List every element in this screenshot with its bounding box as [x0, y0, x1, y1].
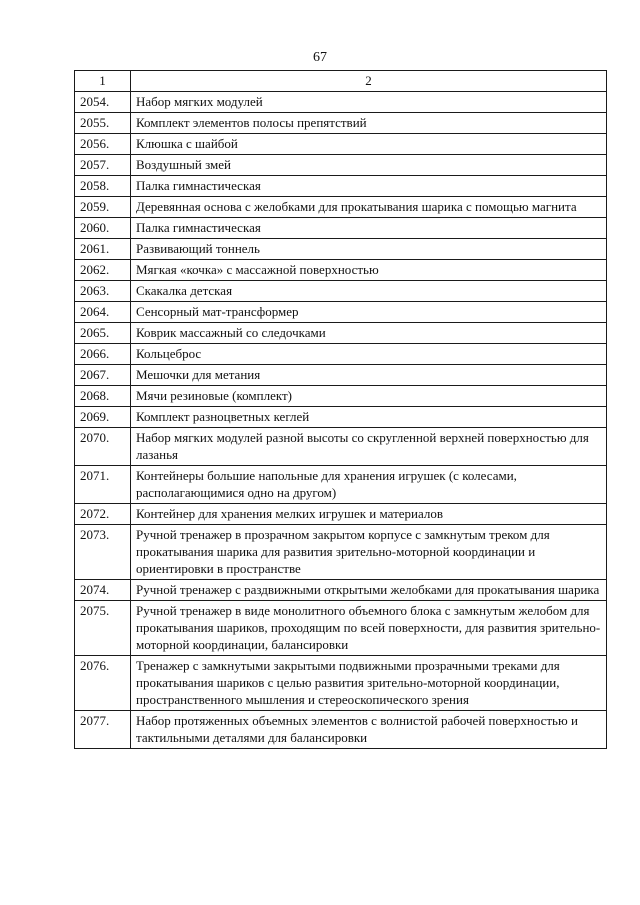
row-item-name: Набор мягких модулей разной высоты со скругленной верхней поверхностью для лазанья [131, 428, 607, 466]
table-row [75, 197, 607, 218]
row-number: 2073. [75, 525, 131, 580]
table-row [75, 302, 607, 323]
row-number: 2063. [75, 281, 131, 302]
row-number: 2064. [75, 302, 131, 323]
page-number: 67 [313, 50, 327, 65]
row-item-name: Комплект разноцветных кеглей [131, 407, 607, 428]
row-number: 2070. [75, 428, 131, 466]
table-row [75, 155, 607, 176]
row-number: 2056. [75, 134, 131, 155]
row-item-name: Контейнер для хранения мелких игрушек и материалов [131, 504, 607, 525]
row-item-name: Ручной тренажер с раздвижными открытыми желобками для прокатывания шарика [131, 580, 607, 601]
row-number: 2066. [75, 344, 131, 365]
row-number: 2061. [75, 239, 131, 260]
row-number: 2058. [75, 176, 131, 197]
row-number: 2069. [75, 407, 131, 428]
column-header-number: 1 [75, 71, 131, 92]
row-item-name: Палка гимнастическая [131, 218, 607, 239]
row-number: 2055. [75, 113, 131, 134]
row-item-name: Тренажер с замкнутыми закрытыми подвижными прозрачными треками для прокатывания шариков с целью развития зрительно-моторной координации, пространственного мышления и стереоскопического зрения [131, 656, 607, 711]
table-body [75, 92, 607, 749]
row-number: 2067. [75, 365, 131, 386]
row-number: 2057. [75, 155, 131, 176]
table-row [75, 466, 607, 504]
row-item-name: Коврик массажный со следочками [131, 323, 607, 344]
row-item-name: Палка гимнастическая [131, 176, 607, 197]
row-item-name: Контейнеры большие напольные для хранения игрушек (с колесами, располагающимися одно на другом) [131, 466, 607, 504]
table-row [75, 601, 607, 656]
table-row [75, 365, 607, 386]
table-row [75, 525, 607, 580]
row-item-name: Ручной тренажер в прозрачном закрытом корпусе с замкнутым треком для прокатывания шарика для развития зрительно-моторной координации и ориентировки в пространстве [131, 525, 607, 580]
row-number: 2059. [75, 197, 131, 218]
table-row [75, 281, 607, 302]
row-number: 2068. [75, 386, 131, 407]
table-row [75, 239, 607, 260]
row-item-name: Набор протяженных объемных элементов с волнистой рабочей поверхностью и тактильными деталями для балансировки [131, 711, 607, 749]
table-row [75, 344, 607, 365]
row-item-name: Кольцеброс [131, 344, 607, 365]
row-item-name: Мячи резиновые (комплект) [131, 386, 607, 407]
row-item-name: Клюшка с шайбой [131, 134, 607, 155]
row-number: 2076. [75, 656, 131, 711]
table-row [75, 113, 607, 134]
row-number: 2054. [75, 92, 131, 113]
column-header-name: 2 [131, 71, 607, 92]
row-number: 2060. [75, 218, 131, 239]
table-header-row [75, 71, 607, 92]
table-row [75, 134, 607, 155]
table-row [75, 504, 607, 525]
row-item-name: Развивающий тоннель [131, 239, 607, 260]
table-row [75, 580, 607, 601]
row-item-name: Мешочки для метания [131, 365, 607, 386]
table-row [75, 428, 607, 466]
table-row [75, 656, 607, 711]
table-row [75, 260, 607, 281]
table-row [75, 218, 607, 239]
row-item-name: Воздушный змей [131, 155, 607, 176]
row-item-name: Ручной тренажер в виде монолитного объемного блока с замкнутым желобом для прокатывания шариков, проходящим по всей поверхности, для развития зрительно-моторной координации, балансировки [131, 601, 607, 656]
row-item-name: Деревянная основа с желобками для прокатывания шарика с помощью магнита [131, 197, 607, 218]
table-row [75, 386, 607, 407]
table-row [75, 323, 607, 344]
row-number: 2074. [75, 580, 131, 601]
table-row [75, 711, 607, 749]
row-number: 2072. [75, 504, 131, 525]
row-number: 2071. [75, 466, 131, 504]
table-row [75, 407, 607, 428]
row-number: 2075. [75, 601, 131, 656]
row-item-name: Набор мягких модулей [131, 92, 607, 113]
row-item-name: Мягкая «кочка» с массажной поверхностью [131, 260, 607, 281]
row-number: 2077. [75, 711, 131, 749]
row-item-name: Скакалка детская [131, 281, 607, 302]
table-row [75, 92, 607, 113]
row-item-name: Сенсорный мат-трансформер [131, 302, 607, 323]
row-number: 2062. [75, 260, 131, 281]
table-row [75, 176, 607, 197]
row-number: 2065. [75, 323, 131, 344]
items-table [74, 70, 607, 749]
row-item-name: Комплект элементов полосы препятствий [131, 113, 607, 134]
